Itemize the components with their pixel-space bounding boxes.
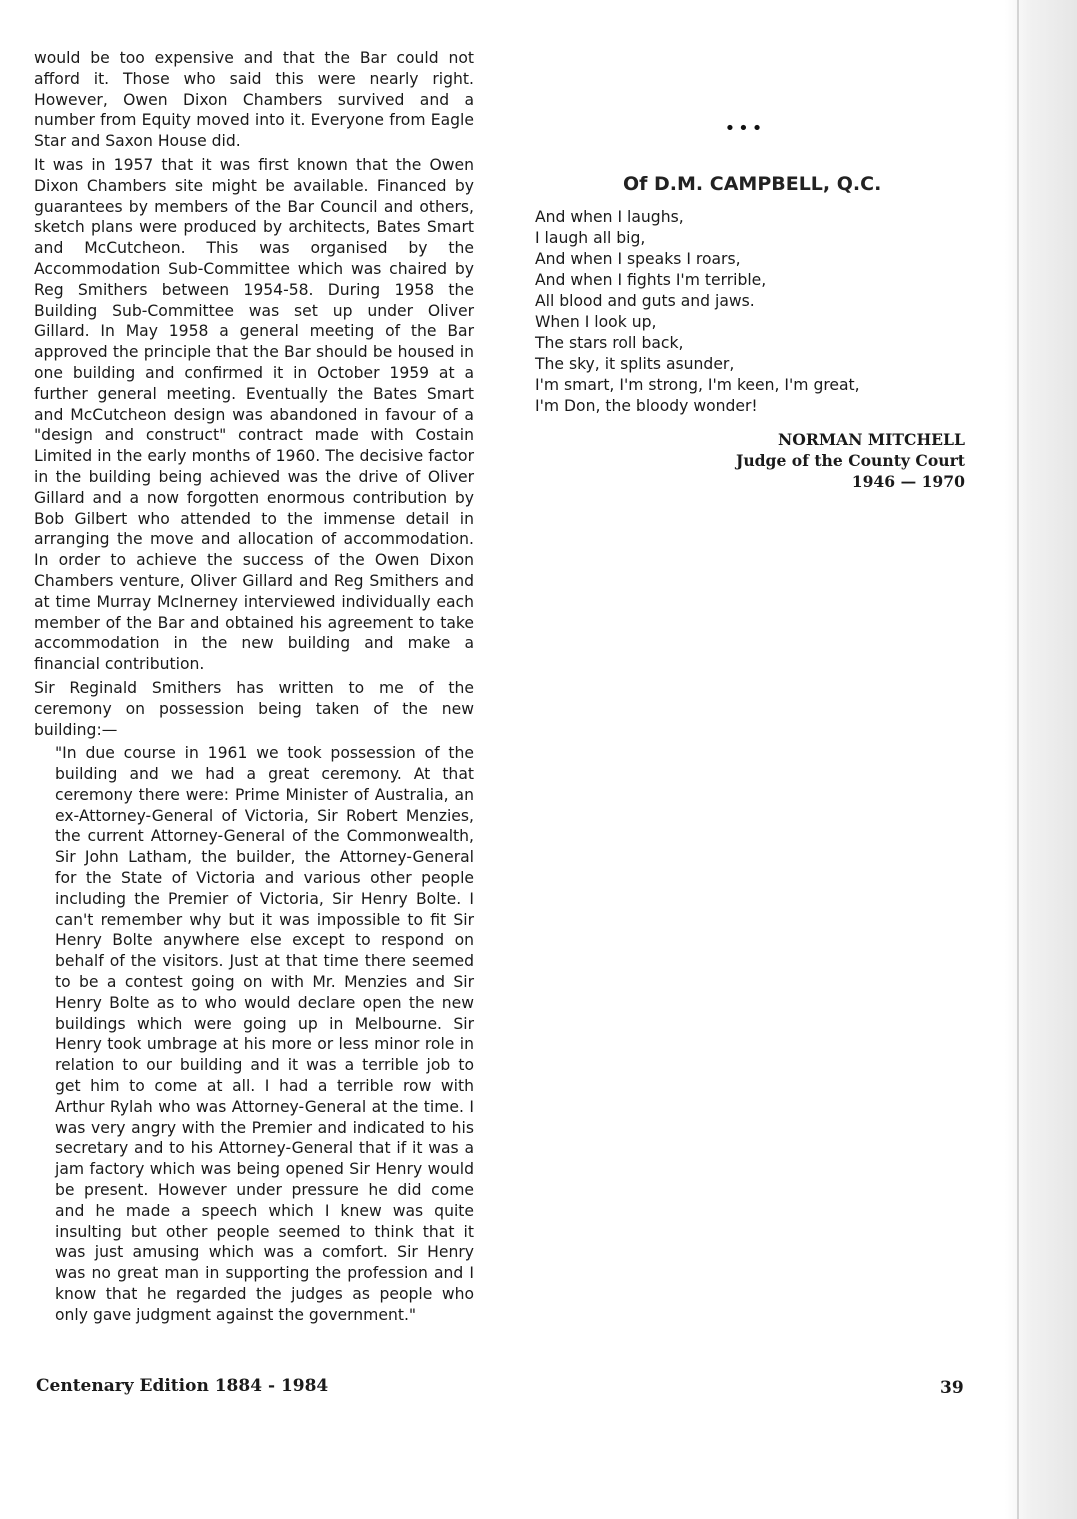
page-edge-line	[1017, 0, 1019, 1519]
poem-line: All blood and guts and jaws.	[535, 292, 755, 310]
left-column	[34, 48, 474, 1326]
page-number: 39	[940, 1378, 964, 1398]
poem-line: And when I fights I'm terrible,	[535, 271, 767, 289]
section-separator: •••	[724, 118, 766, 139]
paragraph-2: It was in 1957 that it was first known that the Owen Dixon Chambers site might be available. Financed by guarantees by members of the Bar Council and others, sketch plans were produced by architects, Bates Smart and McCutcheon. This was organised by the Accommodation Sub-Committee which was chaired by Reg Smithers between 1954-58. During 1958 the Building Sub-Committee was set up under Oliver Gillard. In May 1958 a general meeting of the Bar approved the principle that the Bar should be housed in one building and confirmed it in October 1959 at a further general meeting. Eventually the Bates Smart and McCutcheon design was abandoned in favour of a "design and construct" contract made with Costain Limited in the early months of 1960. The decisive factor in the building being achieved was the drive of Oliver Gillard and a now forgotten enormous contribution by Bob Gilbert who attended to the immense detail in arranging the move and allocation of accommodation. In order to achieve the success of the Owen Dixon Chambers venture, Oliver Gillard and Reg Smithers and at time Murray McInerney interviewed individually each member of the Bar and obtained his agreement to take accommodation in the new building and make a financial contribution.	[34, 155, 474, 674]
poem-line: I laugh all big,	[535, 229, 646, 247]
poem-line: The sky, it splits asunder,	[535, 355, 735, 373]
edition-footer: Centenary Edition 1884 - 1984	[36, 1376, 329, 1396]
poem	[535, 207, 965, 417]
paragraph-3: Sir Reginald Smithers has written to me of the ceremony on possession being taken of the new building:—	[34, 678, 474, 739]
poem-line: I'm Don, the bloody wonder!	[535, 397, 758, 415]
poem-line: When I look up,	[535, 313, 657, 331]
paragraph-1: would be too expensive and that the Bar could not afford it. Those who said this were nearly right. However, Owen Dixon Chambers survived and a number from Equity moved into it. Everyone from Eagle Star and Saxon House did.	[34, 49, 474, 151]
poem-line: And when I speaks I roars,	[535, 250, 741, 268]
poem-title: Of D.M. CAMPBELL, Q.C.	[623, 173, 882, 195]
author-name: NORMAN MITCHELL	[778, 430, 965, 449]
poem-line: And when I laughs,	[535, 208, 684, 226]
author-role: Judge of the County Court	[735, 451, 965, 470]
smithers-quote: "In due course in 1961 we took possession of the building and we had a great ceremony. At that ceremony there were: Prime Minister of Australia, an ex-Attorney-General of Victoria, Sir Robert Menzies, the current Attorney-General of the Commonwealth, Sir John Latham, the builder, the Attorney-General for the State of Victoria and various other people including the Premier of Victoria, Sir Henry Bolte. I can't remember why but it was impossible to fit Sir Henry Bolte anywhere else except to respond on behalf of the visitors. Just at that time there seemed to be a contest going on with Mr. Menzies and Sir Henry Bolte as to who would declare open the new buildings which were going up in Melbourne. Sir Henry took umbrage at his more or less minor role in relation to our building and it was a terrible job to get him to come at all. I had a terrible row with Arthur Rylah who was Attorney-General at the time. I was very angry with the Premier and indicated to his secretary and to his Attorney-General that if it was a jam factory which was being opened Sir Henry would be present. However under pressure he did come and he made a speech which I knew was quite insulting but other people seemed to think that it was just amusing which was a comfort. Sir Henry was no great man in supporting the profession and I know that he regarded the judges as people who only gave judgment against the government."	[55, 744, 474, 1324]
right-column	[535, 118, 965, 492]
author-signature	[535, 429, 965, 492]
poem-line: I'm smart, I'm strong, I'm keen, I'm great,	[535, 376, 860, 394]
author-years: 1946 — 1970	[851, 472, 965, 491]
page-edge-shadow	[1005, 0, 1077, 1519]
poem-line: The stars roll back,	[535, 334, 684, 352]
